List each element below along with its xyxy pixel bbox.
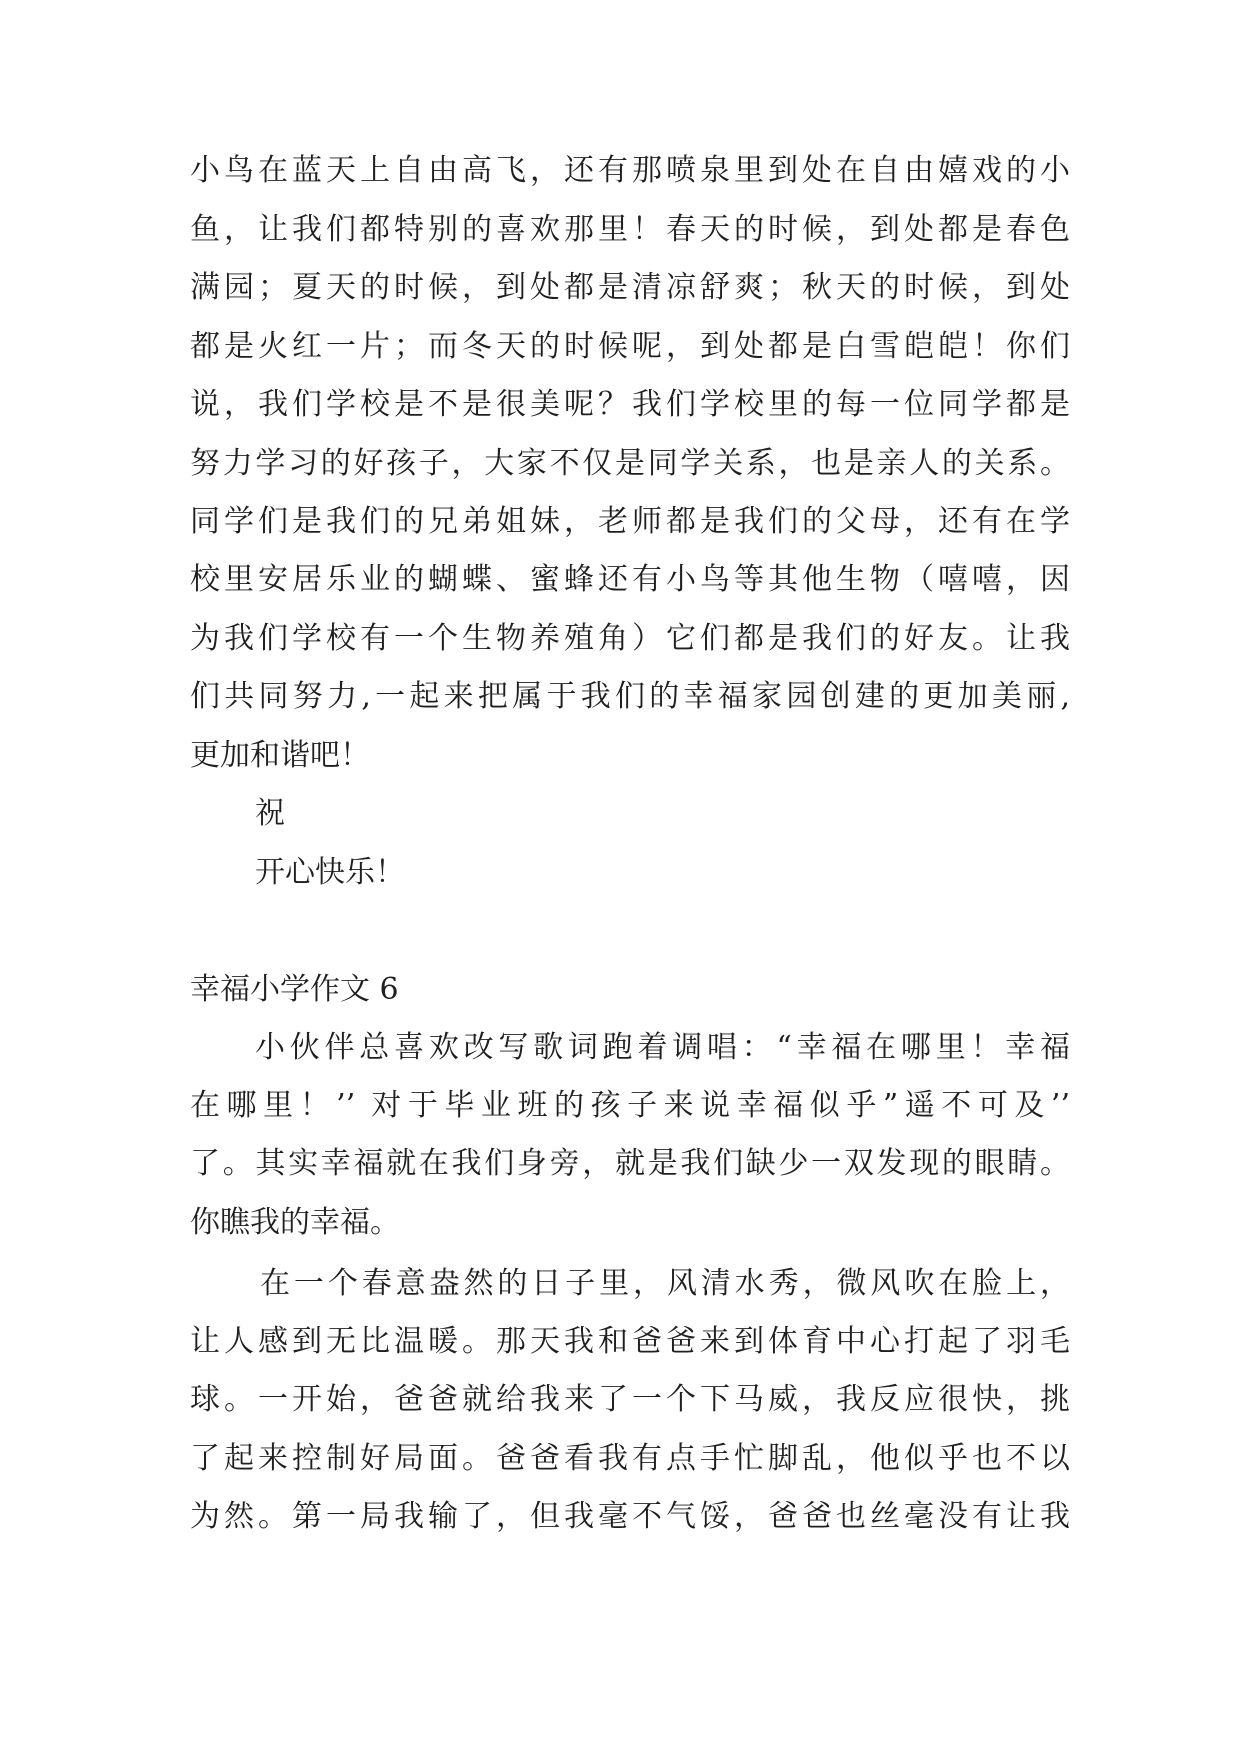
paragraph-line: 为我们学校有一个生物养殖角）它们都是我们的好友。让我 <box>190 621 1070 656</box>
paragraph-line: 小伙伴总喜欢改写歌词跑着调唱：“幸福在哪里！幸福 <box>255 1030 1070 1065</box>
paragraph-line: 了。其实幸福就在我们身旁，就是我们缺少一双发现的眼睛。 <box>190 1146 1070 1181</box>
paragraph-line: 让人感到无比温暖。那天我和爸爸来到体育中心打起了羽毛 <box>190 1324 1070 1359</box>
paragraph-line: 校里安居乐业的蝴蝶、蜜蜂还有小鸟等其他生物（嘻嘻，因 <box>190 562 1070 597</box>
paragraph-line: 都是火红一片；而冬天的时候呢，到处都是白雪皑皑！你们 <box>190 329 1070 364</box>
paragraph-line: 在哪里！’’ 对于毕业班的孩子来说幸福似乎”遥不可及’’ <box>190 1088 1070 1123</box>
section-title: 幸福小学作文 6 <box>190 972 399 1007</box>
paragraph-line: 你瞧我的幸福。 <box>190 1205 400 1240</box>
paragraph-line: 在一个春意盎然的日子里，风清水秀，微风吹在脸上， <box>260 1266 1070 1301</box>
paragraph-line: 努力学习的好孩子，大家不仅是同学关系，也是亲人的关系。 <box>190 446 1070 481</box>
paragraph-line: 鱼，让我们都特别的喜欢那里！春天的时候，到处都是春色 <box>190 212 1070 247</box>
paragraph-line: 们共同努力,一起来把属于我们的幸福家园创建的更加美丽, <box>190 679 1070 714</box>
paragraph-line: 说，我们学校是不是很美呢？我们学校里的每一位同学都是 <box>190 387 1070 422</box>
paragraph-line: 为然。第一局我输了，但我毫不气馁，爸爸也丝毫没有让我 <box>190 1499 1070 1534</box>
closing-wish: 祝 <box>255 796 285 831</box>
paragraph-line: 更加和谐吧！ <box>190 738 370 773</box>
closing-message: 开心快乐！ <box>255 855 405 890</box>
paragraph-line: 满园；夏天的时候，到处都是清凉舒爽；秋天的时候，到处 <box>190 270 1070 305</box>
paragraph-line: 小鸟在蓝天上自由高飞，还有那喷泉里到处在自由嬉戏的小 <box>190 153 1070 188</box>
paragraph-line: 同学们是我们的兄弟姐妹，老师都是我们的父母，还有在学 <box>190 504 1070 539</box>
paragraph-line: 球。一开始，爸爸就给我来了一个下马威，我反应很快，挑 <box>190 1382 1070 1417</box>
paragraph-line: 了起来控制好局面。爸爸看我有点手忙脚乱，他似乎也不以 <box>190 1441 1070 1476</box>
